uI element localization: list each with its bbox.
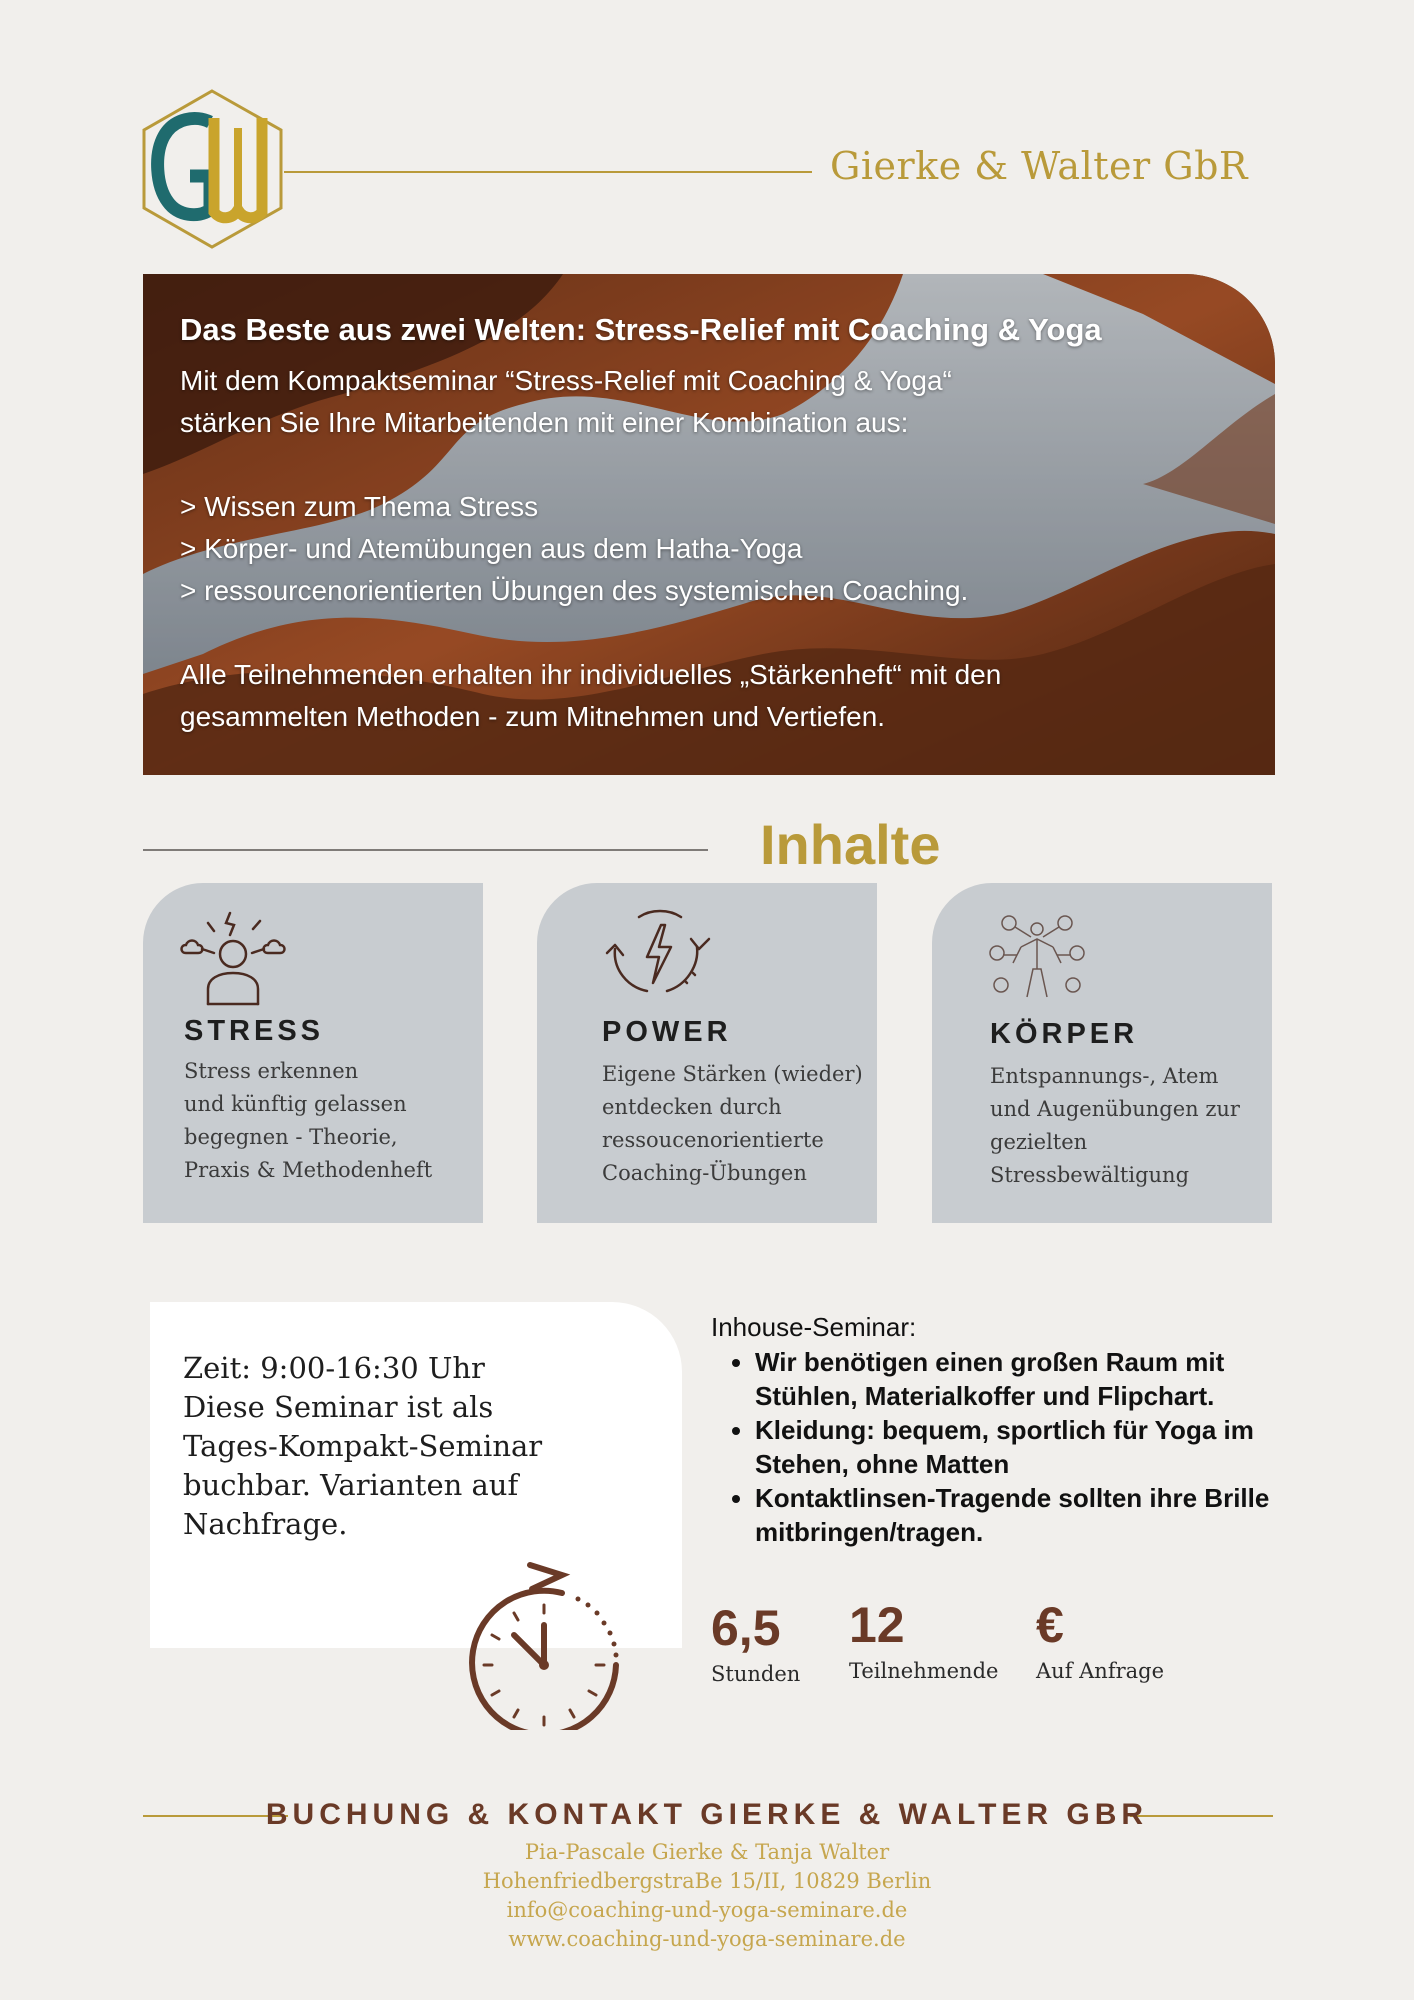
contact-address: HohenfriedbergstraBe 15/II, 10829 Berlin [482,1869,932,1893]
time-line: Nachfrage. [183,1507,348,1541]
hero-bullet: > Körper- und Atemübungen aus dem Hatha-Yoga [180,533,803,564]
hero-title: Das Beste aus zwei Welten: Stress-Relief mit Coaching & Yoga [180,312,1102,347]
clock-icon [462,1555,627,1730]
hero-banner [143,274,1275,775]
time-line: Diese Seminar ist als [183,1390,494,1424]
card-title: POWER [602,1016,732,1048]
hero-intro-line-1: Mit dem Kompaktseminar “Stress-Relief mit Coaching & Yoga“ [180,365,952,396]
card-text-line: begegnen - Theorie, [184,1125,398,1149]
contact-block [0,1838,1414,1954]
card-text-line: und Augenübungen zur [990,1097,1240,1121]
body-chakra-icon [987,913,1087,1001]
time-description [183,1349,603,1544]
hero-outro-line-2: gesammelten Methoden - zum Mitnehmen und Vertiefen. [180,701,886,732]
list-item: • Wir benötigen einen großen Raum mit Stühlen, Materialkoffer und Flipchart. [755,1345,1271,1413]
card-text-line: Stressbewältigung [990,1163,1190,1187]
brand-name: Gierke & Walter GbR [830,144,1249,188]
hero-outro-line-1: Alle Teilnehmenden erhalten ihr individuelles „Stärkenheft“ mit den [180,659,1002,690]
card-text-line: gezielten [990,1130,1088,1154]
card-text-line: Stress erkennen [184,1059,359,1083]
hero-bullet: > ressourcenorientierten Übungen des systemischen Coaching. [180,575,969,606]
stressed-person-icon [178,901,288,1006]
card-title: STRESS [184,1015,325,1047]
stat-participants [849,1597,998,1683]
hero-intro-line-2: stärken Sie Ihre Mitarbeitenden mit einer Kombination aus: [180,407,909,438]
inhouse-title: Inhouse-Seminar: [711,1312,917,1342]
stat-label: Auf Anfrage [1036,1659,1165,1683]
card-description [184,1055,454,1187]
card-text-line: Eigene Stärken (wieder) [602,1062,863,1086]
inhalte-heading: Inhalte [760,813,941,876]
power-lightning-icon [599,903,719,1003]
stat-value: 6,5 [711,1600,781,1656]
stat-label: Teilnehmende [849,1659,999,1683]
stat-hours [711,1600,800,1686]
card-text-line: ressoucenorientierte [602,1128,824,1152]
content-card-power [537,883,877,1223]
hero-bullet: > Wissen zum Thema Stress [180,491,539,522]
contact-email-link[interactable]: info@coaching-und-yoga-seminare.de [506,1898,908,1922]
hexagon-gw-logo [140,88,285,250]
stat-value: 12 [849,1597,905,1653]
inhouse-requirements [711,1312,1271,1549]
euro-icon: € [1036,1597,1064,1653]
contact-names: Pia-Pascale Gierke & Tanja Walter [524,1840,890,1864]
stat-label: Stunden [711,1662,801,1686]
inhouse-list [711,1345,1271,1549]
card-text-line: Coaching-Übungen [602,1161,807,1185]
contact-website-link[interactable]: www.coaching-und-yoga-seminare.de [508,1927,906,1951]
stat-price [1036,1597,1164,1683]
time-line: buchbar. Varianten auf [183,1468,519,1502]
time-line: Zeit: 9:00-16:30 Uhr [183,1351,485,1385]
list-item: • Kleidung: bequem, sportlich für Yoga im Stehen, ohne Matten [755,1413,1271,1481]
header-divider [284,171,812,173]
card-text-line: entdecken durch [602,1095,782,1119]
card-text-line: und künftig gelassen [184,1092,407,1116]
footer-title: BUCHUNG & KONTAKT GIERKE & WALTER GBR [265,1798,1149,1831]
inhalte-divider [143,849,708,851]
list-item: • Kontaktlinsen-Tragende sollten ihre Brille mitbringen/tragen. [755,1481,1271,1549]
card-description [990,1060,1260,1192]
content-card-koerper [932,883,1272,1223]
card-title: KÖRPER [990,1018,1139,1050]
card-text-line: Praxis & Methodenheft [184,1158,433,1182]
card-description [602,1058,872,1190]
content-card-stress [143,883,483,1223]
card-text-line: Entspannungs-, Atem [990,1064,1219,1088]
time-line: Tages-Kompakt-Seminar [183,1429,543,1463]
